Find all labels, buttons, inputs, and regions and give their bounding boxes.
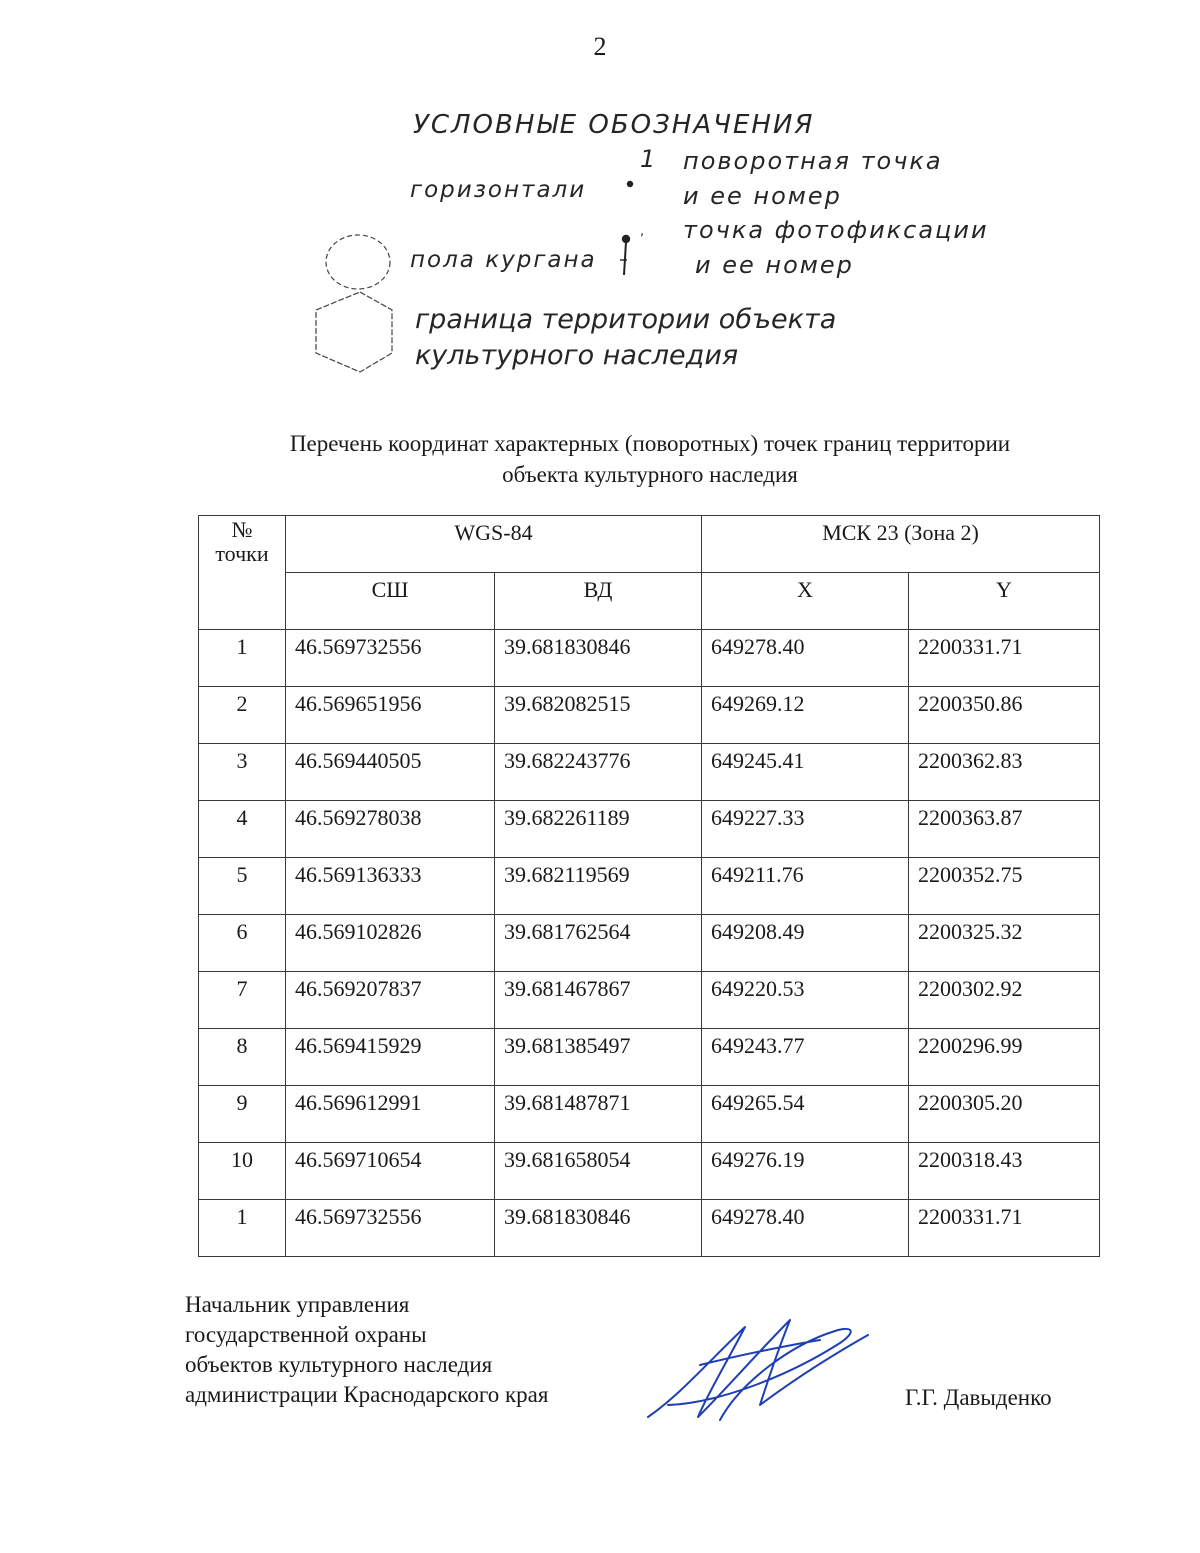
table-row — [199, 687, 1100, 744]
legend-turning-point-number: 1 — [640, 145, 658, 173]
cell-longitude: 39.681830846 — [495, 1200, 702, 1257]
header-x: X — [702, 573, 909, 630]
cell-longitude: 39.681385497 — [495, 1029, 702, 1086]
header-wgs84: WGS-84 — [286, 516, 702, 573]
header-point-number-line1: № — [231, 517, 253, 542]
header-point-number — [199, 516, 286, 630]
legend-boundary-label — [415, 302, 836, 374]
header-point-number-line2: точки — [215, 541, 269, 566]
signer-position-line: администрации Краснодарского края — [185, 1382, 549, 1407]
cell-y: 2200350.86 — [909, 687, 1100, 744]
cell-point-number: 6 — [199, 915, 286, 972]
table-row — [199, 858, 1100, 915]
cell-y: 2200302.92 — [909, 972, 1100, 1029]
signer-position-line: объектов культурного наследия — [185, 1352, 493, 1377]
header-longitude: ВД — [495, 573, 702, 630]
cell-latitude: 46.569440505 — [286, 744, 495, 801]
signer-position-line: Начальник управления — [185, 1292, 410, 1317]
cell-longitude: 39.681487871 — [495, 1086, 702, 1143]
cell-longitude: 39.681830846 — [495, 630, 702, 687]
mound-symbol — [326, 235, 390, 289]
cell-longitude: 39.682119569 — [495, 858, 702, 915]
boundary-symbol — [316, 292, 392, 372]
cell-y: 2200363.87 — [909, 801, 1100, 858]
signer-name: Г.Г. Давыденко — [905, 1385, 1052, 1410]
cell-y: 2200305.20 — [909, 1086, 1100, 1143]
cell-x: 649265.54 — [702, 1086, 909, 1143]
cell-latitude: 46.569102826 — [286, 915, 495, 972]
cell-latitude: 46.569732556 — [286, 630, 495, 687]
cell-x: 649211.76 — [702, 858, 909, 915]
legend-turning-point-line2: и ее номер — [683, 182, 842, 210]
table-row — [199, 630, 1100, 687]
legend-photo-point-line2: и ее номер — [695, 251, 854, 279]
table-row — [199, 915, 1100, 972]
cell-y: 2200318.43 — [909, 1143, 1100, 1200]
cell-point-number: 5 — [199, 858, 286, 915]
cell-latitude: 46.569278038 — [286, 801, 495, 858]
cell-longitude: 39.681762564 — [495, 915, 702, 972]
cell-x: 649269.12 — [702, 687, 909, 744]
page-number: 2 — [593, 32, 607, 61]
cell-point-number: 2 — [199, 687, 286, 744]
signer-position — [185, 1290, 548, 1410]
header-latitude: СШ — [286, 573, 495, 630]
table-title-line2: объекта культурного наследия — [502, 462, 798, 487]
table-row — [199, 744, 1100, 801]
legend-boundary-line2: культурного наследия — [415, 340, 739, 371]
cell-point-number: 1 — [199, 630, 286, 687]
legend-title: УСЛОВНЫЕ ОБОЗНАЧЕНИЯ — [413, 110, 815, 140]
cell-y: 2200331.71 — [909, 1200, 1100, 1257]
cell-longitude: 39.681467867 — [495, 972, 702, 1029]
table-row — [199, 1029, 1100, 1086]
legend-boundary-line1: граница территории объекта — [415, 304, 837, 335]
cell-x: 649227.33 — [702, 801, 909, 858]
cell-y: 2200325.32 — [909, 915, 1100, 972]
legend-contour-label: горизонтали — [410, 177, 587, 203]
table-title-line1: Перечень координат характерных (поворотных) точек границ территории — [289, 431, 1011, 456]
signer-position-line: государственной охраны — [185, 1322, 427, 1347]
legend-photo-point-line1: точка фотофиксации — [683, 216, 989, 244]
cell-latitude: 46.569136333 — [286, 858, 495, 915]
header-msk23: МСК 23 (Зона 2) — [702, 516, 1100, 573]
cell-y: 2200331.71 — [909, 630, 1100, 687]
table-row — [199, 1143, 1100, 1200]
cell-point-number: 1 — [199, 1200, 286, 1257]
cell-point-number: 10 — [199, 1143, 286, 1200]
photo-point-icon — [622, 235, 630, 243]
coordinates-table — [198, 515, 1100, 1257]
cell-x: 649278.40 — [702, 1200, 909, 1257]
cell-x: 649243.77 — [702, 1029, 909, 1086]
legend-turning-point-line1: поворотная точка — [683, 147, 943, 175]
table-body — [199, 630, 1100, 1257]
cell-x: 649220.53 — [702, 972, 909, 1029]
cell-y: 2200352.75 — [909, 858, 1100, 915]
cell-point-number: 4 — [199, 801, 286, 858]
table-row — [199, 1200, 1100, 1257]
handwritten-signature — [640, 1305, 880, 1435]
cell-point-number: 3 — [199, 744, 286, 801]
cell-longitude: 39.682243776 — [495, 744, 702, 801]
cell-latitude: 46.569732556 — [286, 1200, 495, 1257]
cell-latitude: 46.569651956 — [286, 687, 495, 744]
cell-x: 649208.49 — [702, 915, 909, 972]
cell-longitude: 39.681658054 — [495, 1143, 702, 1200]
cell-point-number: 8 — [199, 1029, 286, 1086]
cell-x: 649278.40 — [702, 630, 909, 687]
cell-x: 649245.41 — [702, 744, 909, 801]
cell-latitude: 46.569612991 — [286, 1086, 495, 1143]
cell-longitude: 39.682082515 — [495, 687, 702, 744]
cell-point-number: 9 — [199, 1086, 286, 1143]
svg-text:,: , — [640, 224, 645, 239]
turning-point-dot-icon — [627, 181, 633, 187]
table-row — [199, 972, 1100, 1029]
cell-longitude: 39.682261189 — [495, 801, 702, 858]
cell-latitude: 46.569710654 — [286, 1143, 495, 1200]
table-row — [199, 801, 1100, 858]
cell-latitude: 46.569207837 — [286, 972, 495, 1029]
table-header-row — [199, 516, 1100, 573]
table-title — [150, 428, 1150, 490]
table-subheader-row — [199, 573, 1100, 630]
cell-y: 2200362.83 — [909, 744, 1100, 801]
table-row — [199, 1086, 1100, 1143]
cell-latitude: 46.569415929 — [286, 1029, 495, 1086]
legend-mound-label: пола кургана — [410, 247, 597, 273]
cell-point-number: 7 — [199, 972, 286, 1029]
cell-y: 2200296.99 — [909, 1029, 1100, 1086]
cell-x: 649276.19 — [702, 1143, 909, 1200]
header-y: Y — [909, 573, 1100, 630]
